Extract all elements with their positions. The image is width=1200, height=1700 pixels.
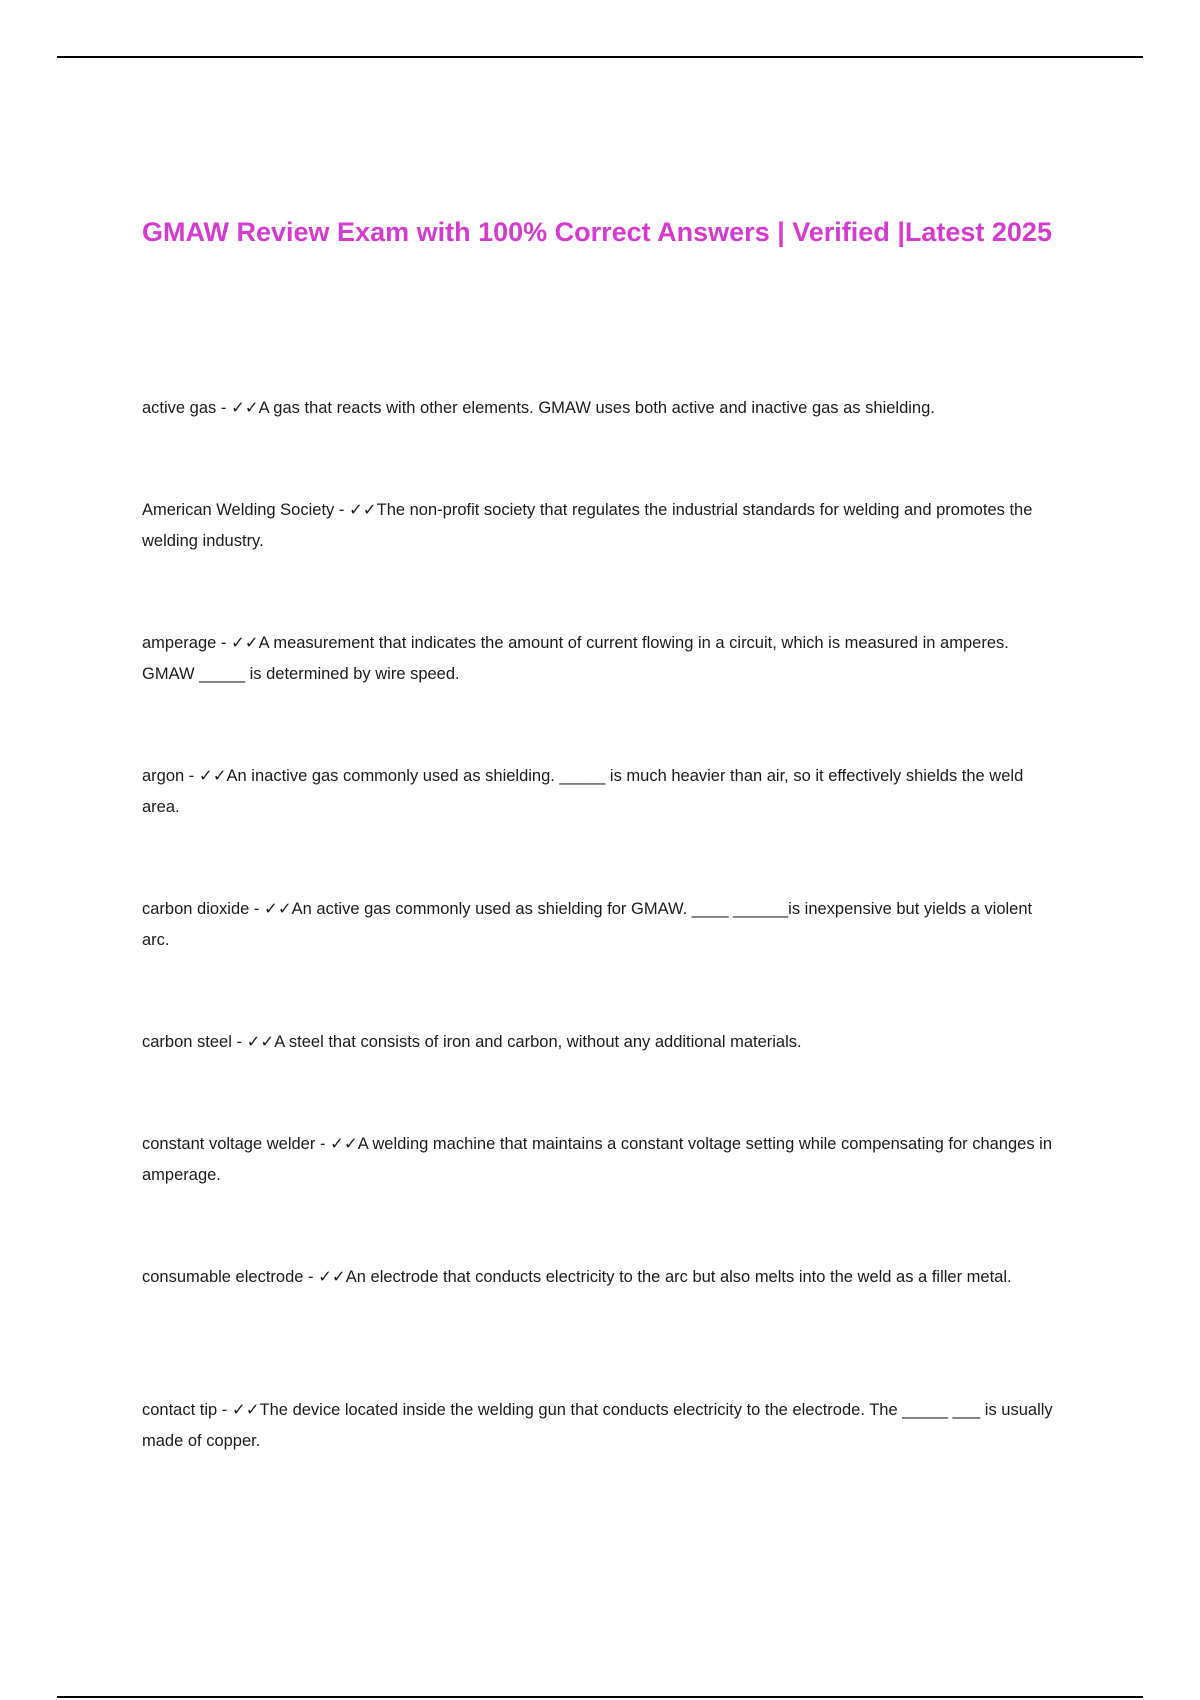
entry-term: carbon dioxide — [142, 900, 250, 918]
entry-separator: - — [303, 1268, 319, 1286]
entry-separator: - — [249, 900, 264, 918]
entry-separator: - — [231, 1033, 247, 1051]
glossary-entry — [142, 1395, 1062, 1457]
check-icon: ✓✓ — [246, 1033, 275, 1051]
entry-separator: - — [217, 1401, 232, 1419]
glossary-entry — [142, 628, 1062, 690]
entry-definition: A measurement that indicates the amount of current flowing in a circuit, which is measured in amperes. GMAW _____ is determined by wire speed. — [142, 634, 1009, 683]
entry-definition: An inactive gas commonly used as shielding. _____ is much heavier than air, so it effectively shields the weld area. — [142, 767, 1024, 816]
entry-separator: - — [184, 767, 199, 785]
entry-term: argon — [142, 767, 185, 785]
glossary-entry — [142, 1129, 1062, 1191]
entry-definition: A steel that consists of iron and carbon, without any additional materials. — [274, 1033, 802, 1051]
check-icon: ✓✓ — [318, 1268, 346, 1286]
check-icon: ✓✓ — [330, 1135, 358, 1153]
entry-separator: - — [334, 501, 349, 519]
entry-separator: - — [315, 1135, 331, 1153]
check-icon: ✓✓ — [230, 399, 259, 417]
entry-term: carbon steel — [142, 1033, 232, 1051]
check-icon: ✓✓ — [348, 501, 377, 519]
check-icon: ✓✓ — [198, 767, 227, 785]
glossary-entry — [142, 1027, 1062, 1058]
entry-separator: - — [216, 399, 231, 417]
entry-term: active gas — [142, 399, 217, 417]
glossary-entry — [142, 393, 1062, 424]
header-rule — [57, 56, 1143, 58]
check-icon: ✓✓ — [231, 1401, 260, 1419]
footer-rule — [57, 1696, 1143, 1698]
entry-definition: An active gas commonly used as shielding for GMAW. ____ ______is inexpensive but yields a violent arc. — [142, 900, 1033, 949]
entry-term: contact tip — [142, 1401, 218, 1419]
entry-definition: A welding machine that maintains a constant voltage setting while compensating for changes in amperage. — [142, 1135, 1053, 1184]
entry-definition: A gas that reacts with other elements. GMAW uses both active and inactive gas as shielding. — [258, 399, 935, 417]
entry-definition: An electrode that conducts electricity to the arc but also melts into the weld as a filler metal. — [345, 1268, 1012, 1286]
check-icon: ✓✓ — [230, 634, 259, 652]
entry-definition: The device located inside the welding gun that conducts electricity to the electrode. The _____ ___ is usually made of copper. — [142, 1401, 1053, 1450]
glossary-entry — [142, 1262, 1062, 1293]
entry-term: amperage — [142, 634, 217, 652]
entry-separator: - — [216, 634, 231, 652]
glossary-entry — [142, 894, 1062, 956]
check-icon: ✓✓ — [264, 900, 292, 918]
entry-term: American Welding Society — [142, 501, 335, 519]
glossary-entry — [142, 495, 1062, 557]
entry-definition: The non-profit society that regulates the industrial standards for welding and promotes the welding industry. — [142, 501, 1033, 550]
page-title: GMAW Review Exam with 100% Correct Answers | Verified |Latest 2025 — [142, 217, 1052, 247]
entry-term: consumable electrode — [142, 1268, 304, 1286]
glossary-entry — [142, 761, 1062, 823]
entry-term: constant voltage welder — [142, 1135, 316, 1153]
